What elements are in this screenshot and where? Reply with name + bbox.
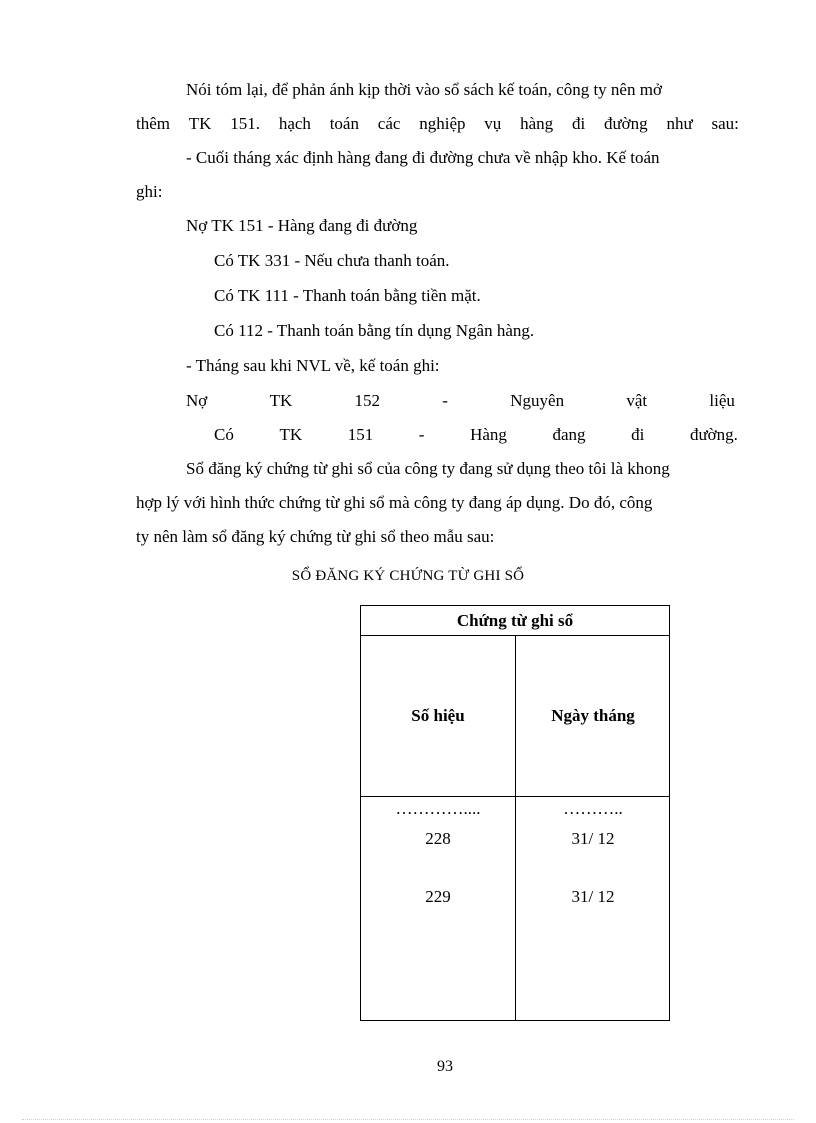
- word: liệu: [709, 391, 735, 410]
- word: TK: [188, 114, 212, 133]
- table-cell-ngay-thang: 31/ 12: [571, 887, 615, 906]
- table-cell-so-hieu: 229: [425, 887, 451, 906]
- word: đường: [603, 114, 648, 133]
- word: TK: [269, 391, 293, 410]
- word: Nợ: [186, 391, 208, 410]
- table-cell-ngay-thang: 31/ 12: [571, 829, 615, 848]
- word: đường.: [689, 425, 738, 444]
- entry-credit-112: Có 112 - Thanh toán bằng tín dụng Ngân hàng.: [214, 321, 535, 340]
- word: hạch: [278, 114, 311, 133]
- word: TK: [279, 425, 303, 444]
- entry-debit-151: Nợ TK 151 - Hàng đang đi đường: [186, 216, 418, 235]
- table-header: Chứng từ ghi sổ: [361, 606, 669, 636]
- word: như: [666, 114, 693, 133]
- word: Hàng: [470, 425, 507, 444]
- entry-credit-331: Có TK 331 - Nếu chưa thanh toán.: [214, 251, 450, 270]
- paragraph-4-line-1: Sổ đăng ký chứng từ ghi sổ của công ty đang sử dụng theo tôi là khong: [186, 459, 670, 478]
- footer-dotted-line: [22, 1119, 794, 1120]
- word: Nguyên: [510, 391, 565, 410]
- table-row-divider: [361, 796, 669, 797]
- table-cell-so-hieu: …………....: [395, 799, 481, 818]
- word: -: [418, 425, 425, 444]
- paragraph-3: - Tháng sau khi NVL về, kế toán ghi:: [186, 356, 440, 375]
- word: hàng: [520, 114, 554, 133]
- paragraph-1-line-1: Nói tóm lại, để phản ánh kịp thời vào sổ sách kế toán, công ty nên mở: [186, 80, 662, 99]
- word: sau:: [711, 114, 739, 133]
- entry-debit-152: [186, 390, 735, 412]
- column-header-ngay-thang: Ngày tháng: [551, 706, 635, 725]
- column-header-so-hieu: Số hiệu: [411, 706, 465, 725]
- word: toán: [329, 114, 359, 133]
- table-title: SỔ ĐĂNG KÝ CHỨNG TỪ GHI SỔ: [291, 568, 525, 584]
- word: Có: [214, 425, 234, 444]
- word: vật: [626, 391, 648, 410]
- word: thêm: [136, 114, 170, 133]
- page-number: 93: [437, 1058, 453, 1075]
- paragraph-4-line-3: ty nên làm sổ đăng ký chứng từ ghi sổ theo mẫu sau:: [136, 527, 495, 546]
- paragraph-4-line-2: hợp lý với hình thức chứng từ ghi sổ mà công ty đang áp dụng. Do đó, công: [136, 493, 653, 512]
- word: nghiệp: [419, 114, 466, 133]
- paragraph-2-line-2: ghi:: [136, 182, 163, 201]
- register-table: [360, 605, 670, 1021]
- word: đi: [571, 114, 586, 133]
- word: 151: [347, 425, 374, 444]
- word: đi: [631, 425, 645, 444]
- table-cell-so-hieu: 228: [425, 829, 451, 848]
- entry-credit-111: Có TK 111 - Thanh toán bằng tiền mặt.: [214, 286, 481, 305]
- paragraph-1-line-2: [136, 113, 739, 135]
- word: đang: [552, 425, 586, 444]
- word: vụ: [484, 114, 502, 133]
- word: -: [442, 391, 448, 410]
- table-column-divider: [515, 636, 516, 1020]
- word: 151.: [230, 114, 261, 133]
- table-cell-ngay-thang: ………..: [563, 799, 623, 818]
- word: các: [377, 114, 401, 133]
- entry-credit-151: [214, 424, 738, 446]
- paragraph-2-line-1: - Cuối tháng xác định hàng đang đi đường chưa về nhập kho. Kế toán: [186, 148, 660, 167]
- word: 152: [354, 391, 381, 410]
